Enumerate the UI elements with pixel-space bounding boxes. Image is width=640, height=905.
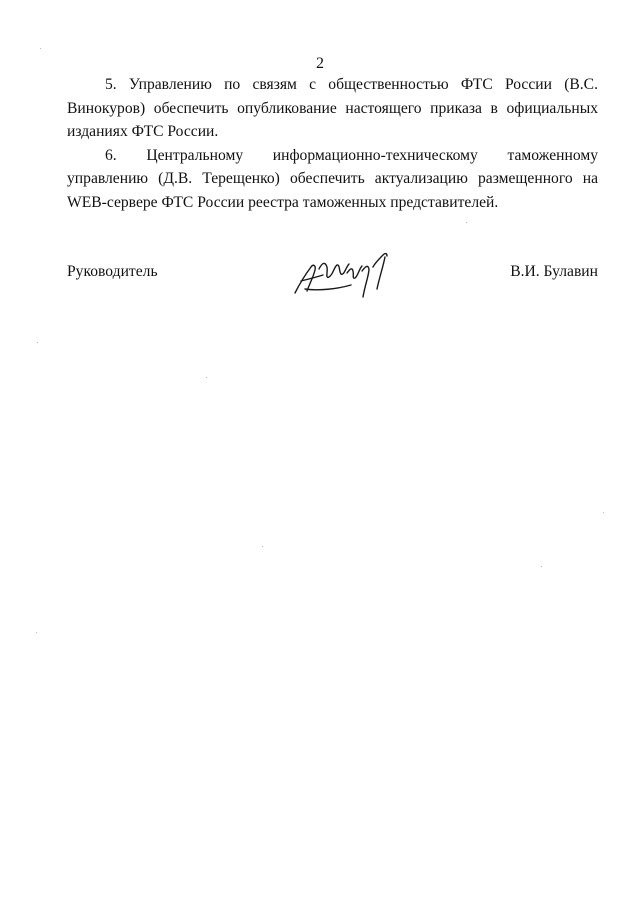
scan-speck <box>206 377 207 378</box>
scan-speck <box>603 512 604 513</box>
paragraph-6: 6. Центральному информационно-техническому таможенному управлению (Д.В. Терещенко) обеспечить актуализацию размещенного на WEB-сервере ФТС России реестра таможенных представителей. <box>67 146 598 211</box>
scan-speck <box>262 546 263 547</box>
scan-speck <box>541 566 542 567</box>
scan-speck <box>36 632 37 633</box>
scan-speck <box>466 222 467 223</box>
signatory-name: В.И. Булавин <box>510 263 598 280</box>
scan-speck <box>40 48 41 49</box>
handwritten-signature <box>289 245 399 305</box>
scan-speck <box>37 342 38 343</box>
document-body <box>67 73 598 214</box>
signatory-title: Руководитель <box>67 263 158 280</box>
paragraph-5: 5. Управлению по связям с общественностью ФТС России (В.С. Винокуров) обеспечить опубликование настоящего приказа в официальных изданиях ФТС России. <box>67 76 598 140</box>
page-number: 2 <box>316 55 324 72</box>
